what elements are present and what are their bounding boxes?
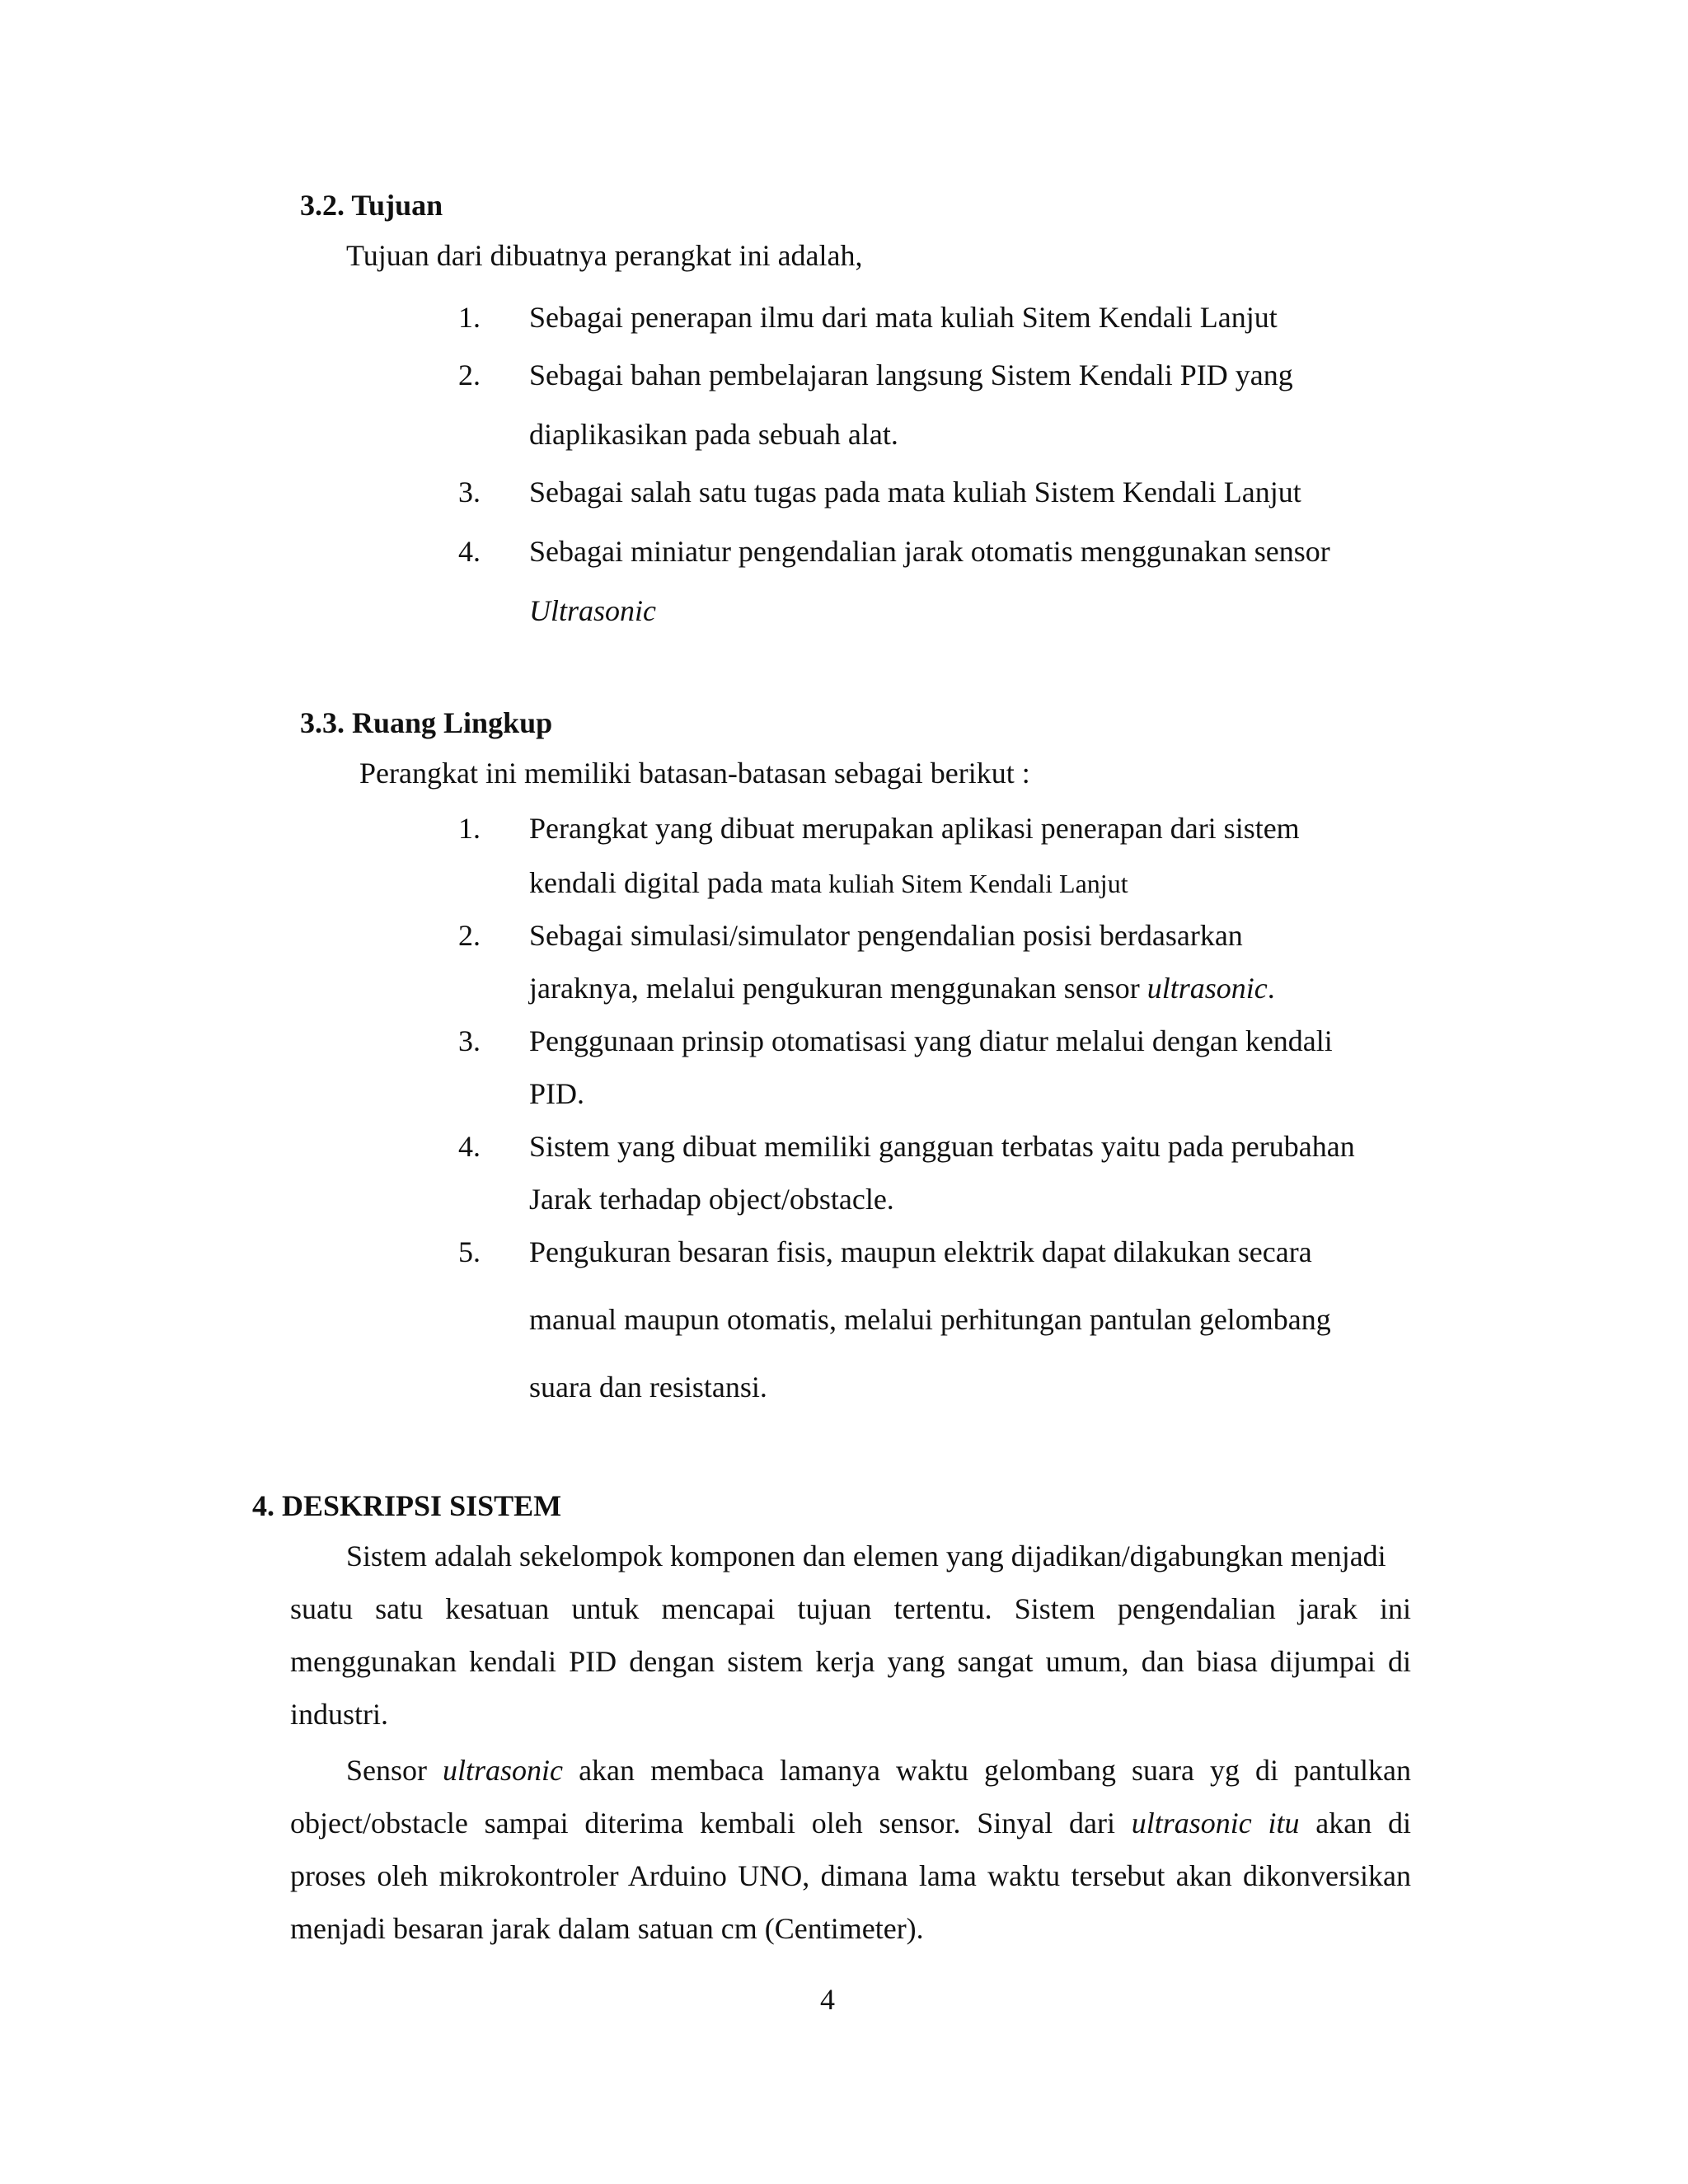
list-item: Penggunaan prinsip otomatisasi yang diatur melalui dengan kendali <box>529 1024 1333 1057</box>
list-item-continuation: diaplikasikan pada sebuah alat. <box>529 418 898 451</box>
heading-ruang-lingkup: 3.3. Ruang Lingkup <box>300 706 553 739</box>
list-item: Sebagai simulasi/simulator pengendalian posisi berdasarkan <box>529 919 1243 952</box>
text-run: jaraknya, melalui pengukuran menggunakan sensor <box>529 972 1147 1005</box>
paragraph-line <box>346 1755 1411 1785</box>
list-number: 3. <box>458 1024 481 1057</box>
text-run-italic: ultrasonic <box>443 1754 564 1787</box>
list-item: Sebagai bahan pembelajaran langsung Sistem Kendali PID yang <box>529 359 1293 391</box>
page-number: 4 <box>820 1983 835 2016</box>
text-run: akan di <box>1299 1807 1411 1840</box>
heading-tujuan: 3.2. Tujuan <box>300 189 443 222</box>
list-item-continuation <box>529 865 1128 900</box>
paragraph-line: suatu satu kesatuan untuk mencapai tujuan tertentu. Sistem pengendalian jarak ini <box>290 1592 1411 1625</box>
list-number: 4. <box>458 1130 481 1163</box>
text-run: object/obstacle sampai diterima kembali oleh sensor. Sinyal dari <box>290 1807 1132 1840</box>
paragraph-line <box>290 1808 1411 1838</box>
list-item: Sebagai miniatur pengendalian jarak otomatis menggunakan sensor <box>529 535 1330 568</box>
list-item-continuation: manual maupun otomatis, melalui perhitungan pantulan gelombang <box>529 1303 1331 1336</box>
tujuan-intro: Tujuan dari dibuatnya perangkat ini adalah, <box>346 239 863 272</box>
list-item: Perangkat yang dibuat merupakan aplikasi penerapan dari sistem <box>529 812 1300 845</box>
paragraph-line: proses oleh mikrokontroler Arduino UNO, dimana lama waktu tersebut akan dikonversikan <box>290 1859 1411 1892</box>
list-number: 1. <box>458 812 481 845</box>
list-item-continuation <box>529 971 1275 1005</box>
ruang-lingkup-intro: Perangkat ini memiliki batasan-batasan sebagai berikut : <box>359 757 1030 790</box>
list-number: 2. <box>458 919 481 952</box>
paragraph-line: industri. <box>290 1698 389 1731</box>
list-item-continuation: suara dan resistansi. <box>529 1371 767 1404</box>
list-number: 2. <box>458 359 481 391</box>
text-run: Sensor <box>346 1754 443 1787</box>
list-item-continuation: Ultrasonic <box>529 594 657 627</box>
list-item-continuation: Jarak terhadap object/obstacle. <box>529 1183 894 1216</box>
text-run: . <box>1267 972 1275 1005</box>
list-item: Sebagai salah satu tugas pada mata kuliah Sistem Kendali Lanjut <box>529 476 1301 509</box>
paragraph-line: menjadi besaran jarak dalam satuan cm (Centimeter). <box>290 1912 924 1945</box>
list-item-continuation: PID. <box>529 1077 585 1110</box>
list-item: Pengukuran besaran fisis, maupun elektrik dapat dilakukan secara <box>529 1235 1312 1268</box>
text-run: akan membaca lamanya waktu gelombang suara yg di pantulkan <box>563 1754 1411 1787</box>
list-number: 4. <box>458 535 481 568</box>
heading-deskripsi-sistem: 4. DESKRIPSI SISTEM <box>252 1489 562 1522</box>
list-item: Sebagai penerapan ilmu dari mata kuliah Sitem Kendali Lanjut <box>529 301 1278 334</box>
text-run-small: mata kuliah Sitem Kendali Lanjut <box>770 869 1128 898</box>
paragraph-line: menggunakan kendali PID dengan sistem kerja yang sangat umum, dan biasa dijumpai di <box>290 1645 1411 1678</box>
paragraph-line: Sistem adalah sekelompok komponen dan elemen yang dijadikan/digabungkan menjadi <box>346 1540 1386 1572</box>
list-number: 1. <box>458 301 481 334</box>
list-number: 5. <box>458 1235 481 1268</box>
list-number: 3. <box>458 476 481 509</box>
text-run-italic: ultrasonic <box>1146 972 1268 1005</box>
text-run: kendali digital pada <box>529 866 771 899</box>
text-run-italic: ultrasonic itu <box>1131 1807 1300 1840</box>
list-item: Sistem yang dibuat memiliki gangguan terbatas yaitu pada perubahan <box>529 1130 1355 1163</box>
